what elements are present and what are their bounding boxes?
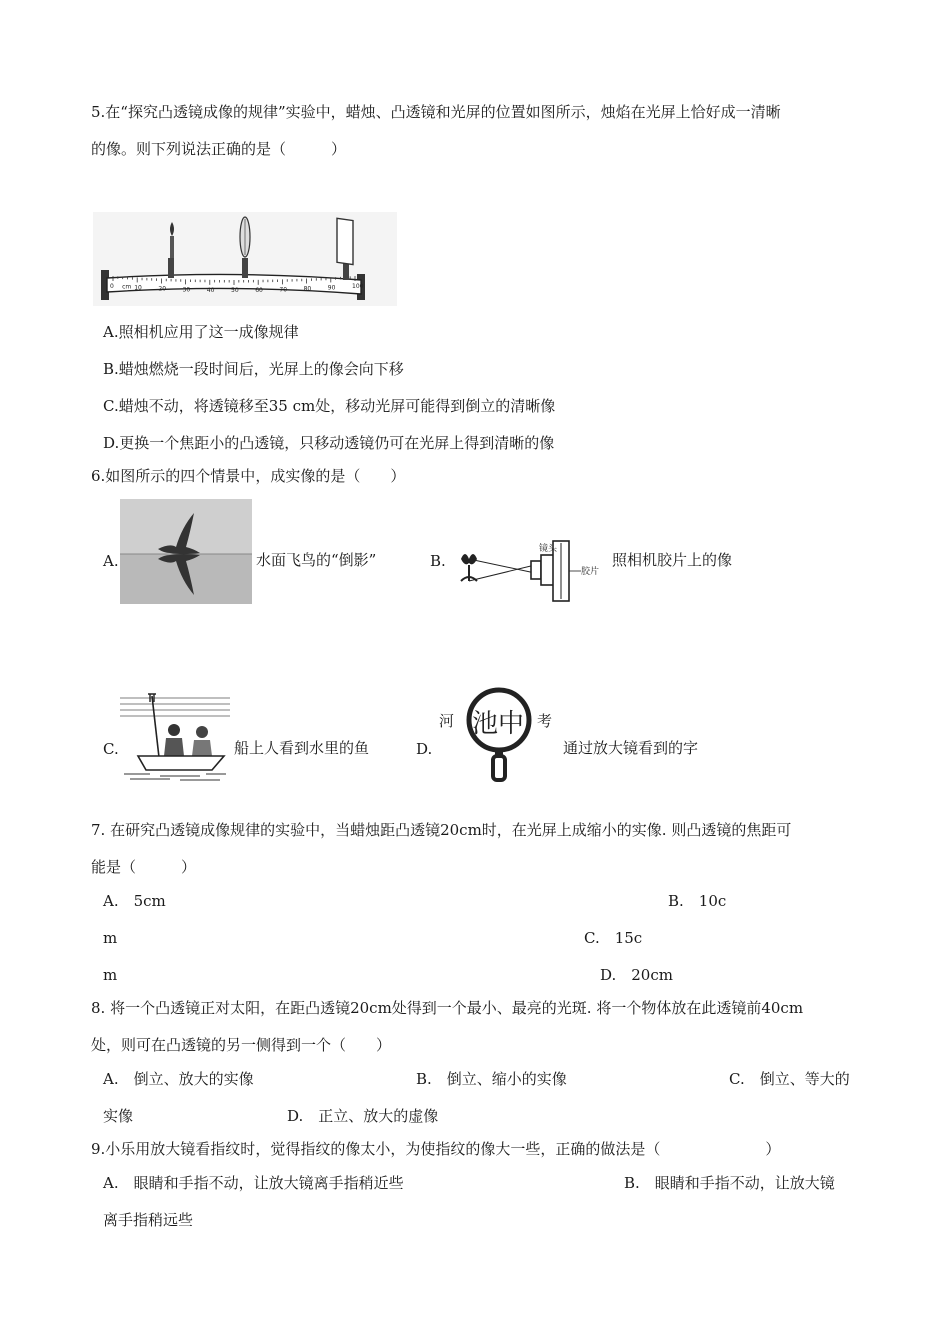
- q6-stem: 6.如图所示的四个情景中，成实像的是（ ）: [91, 467, 406, 485]
- q8-option-d: D. 正立、放大的虚像: [287, 1107, 439, 1125]
- q6-d-letter: D.: [416, 740, 433, 758]
- ruler-label: 0: [110, 282, 114, 290]
- q7-option-a: A. 5cm: [103, 892, 166, 910]
- ruler-label: 60: [255, 286, 263, 294]
- q6-d-text: 通过放大镜看到的字: [563, 739, 699, 757]
- q5-option-b: B.蜡烛燃烧一段时间后，光屏上的像会向下移: [103, 360, 404, 378]
- optical-bench-figure: [93, 212, 397, 306]
- char-zhong: 中: [498, 709, 525, 739]
- lens-label: 镜头: [539, 544, 558, 554]
- magnifier-figure: [433, 686, 560, 784]
- film-label: 胶片: [581, 567, 600, 577]
- q5-option-c: C.蜡烛不动，将透镜移至35 cm处，移动光屏可能得到倒立的清晰像: [103, 397, 556, 415]
- ruler-label: 10: [134, 284, 142, 292]
- q6-a-text: 水面飞鸟的“倒影”: [256, 551, 377, 569]
- q9-option-a: A. 眼睛和手指不动，让放大镜离手指稍近些: [103, 1174, 404, 1192]
- q7-fragment-1: m: [103, 929, 118, 947]
- q7-option-b: B. 10c: [668, 892, 727, 910]
- q8-option-b: B. 倒立、缩小的实像: [416, 1070, 567, 1088]
- q6-c-text: 船上人看到水里的鱼: [234, 739, 370, 757]
- ruler-label: 40: [206, 286, 215, 294]
- char-kao: 考: [537, 712, 553, 730]
- q6-b-text: 照相机胶片上的像: [612, 551, 733, 569]
- char-chi: 池: [472, 709, 499, 739]
- q5-option-a: A.照相机应用了这一成像规律: [103, 323, 299, 341]
- q8-option-c-cont: 实像: [103, 1107, 134, 1125]
- q8-stem-line1: 8. 将一个凸透镜正对太阳，在距凸透镜20cm处得到一个最小、最亮的光斑. 将一个物体放在此透镜前40cm: [91, 999, 804, 1017]
- q7-fragment-2: m: [103, 966, 118, 984]
- char-he: 河: [439, 712, 455, 730]
- q7-option-c: C. 15c: [584, 929, 643, 947]
- bird-reflection-figure: [120, 499, 252, 604]
- ruler-label: 70: [279, 286, 288, 294]
- q7-stem-line1: 7. 在研究凸透镜成像规律的实验中，当蜡烛距凸透镜20cm时，在光屏上成缩小的实像. 则凸透镜的焦距可: [91, 821, 792, 839]
- q5-stem-line2: 的像。则下列说法正确的是（ ）: [91, 140, 347, 158]
- q6-c-letter: C.: [103, 740, 119, 758]
- ruler-label: 90: [327, 284, 336, 292]
- ruler-label: cm: [122, 283, 132, 291]
- ruler-label: 30: [182, 286, 191, 294]
- ruler-label: 100: [352, 283, 364, 291]
- ruler-label: 80: [303, 285, 312, 293]
- q7-option-d: D. 20cm: [600, 966, 673, 984]
- q7-stem-line2: 能是（ ）: [91, 858, 197, 876]
- q8-stem-line2: 处，则可在凸透镜的另一侧得到一个（ ）: [91, 1036, 392, 1054]
- ruler-label: 20: [158, 285, 167, 293]
- q6-a-letter: A.: [103, 552, 119, 570]
- ruler-label: 50: [231, 286, 239, 294]
- camera-diagram-figure: [447, 533, 610, 609]
- q8-option-a: A. 倒立、放大的实像: [103, 1070, 254, 1088]
- q6-b-letter: B.: [430, 552, 446, 570]
- q9-stem: 9.小乐用放大镜看指纹时，觉得指纹的像太小，为使指纹的像大一些，正确的做法是（ ）: [91, 1140, 781, 1158]
- q5-stem-line1: 5.在“探究凸透镜成像的规律”实验中，蜡烛、凸透镜和光屏的位置如图所示，烛焰在光屏上恰好成一清晰: [91, 103, 781, 121]
- q9-option-b: B. 眼睛和手指不动，让放大镜: [624, 1174, 835, 1192]
- q8-option-c: C. 倒立、等大的: [729, 1070, 850, 1088]
- q9-option-b-cont: 离手指稍远些: [103, 1211, 194, 1229]
- q5-option-d: D.更换一个焦距小的凸透镜，只移动透镜仍可在光屏上得到清晰的像: [103, 434, 555, 452]
- fishing-boat-figure: [120, 690, 230, 783]
